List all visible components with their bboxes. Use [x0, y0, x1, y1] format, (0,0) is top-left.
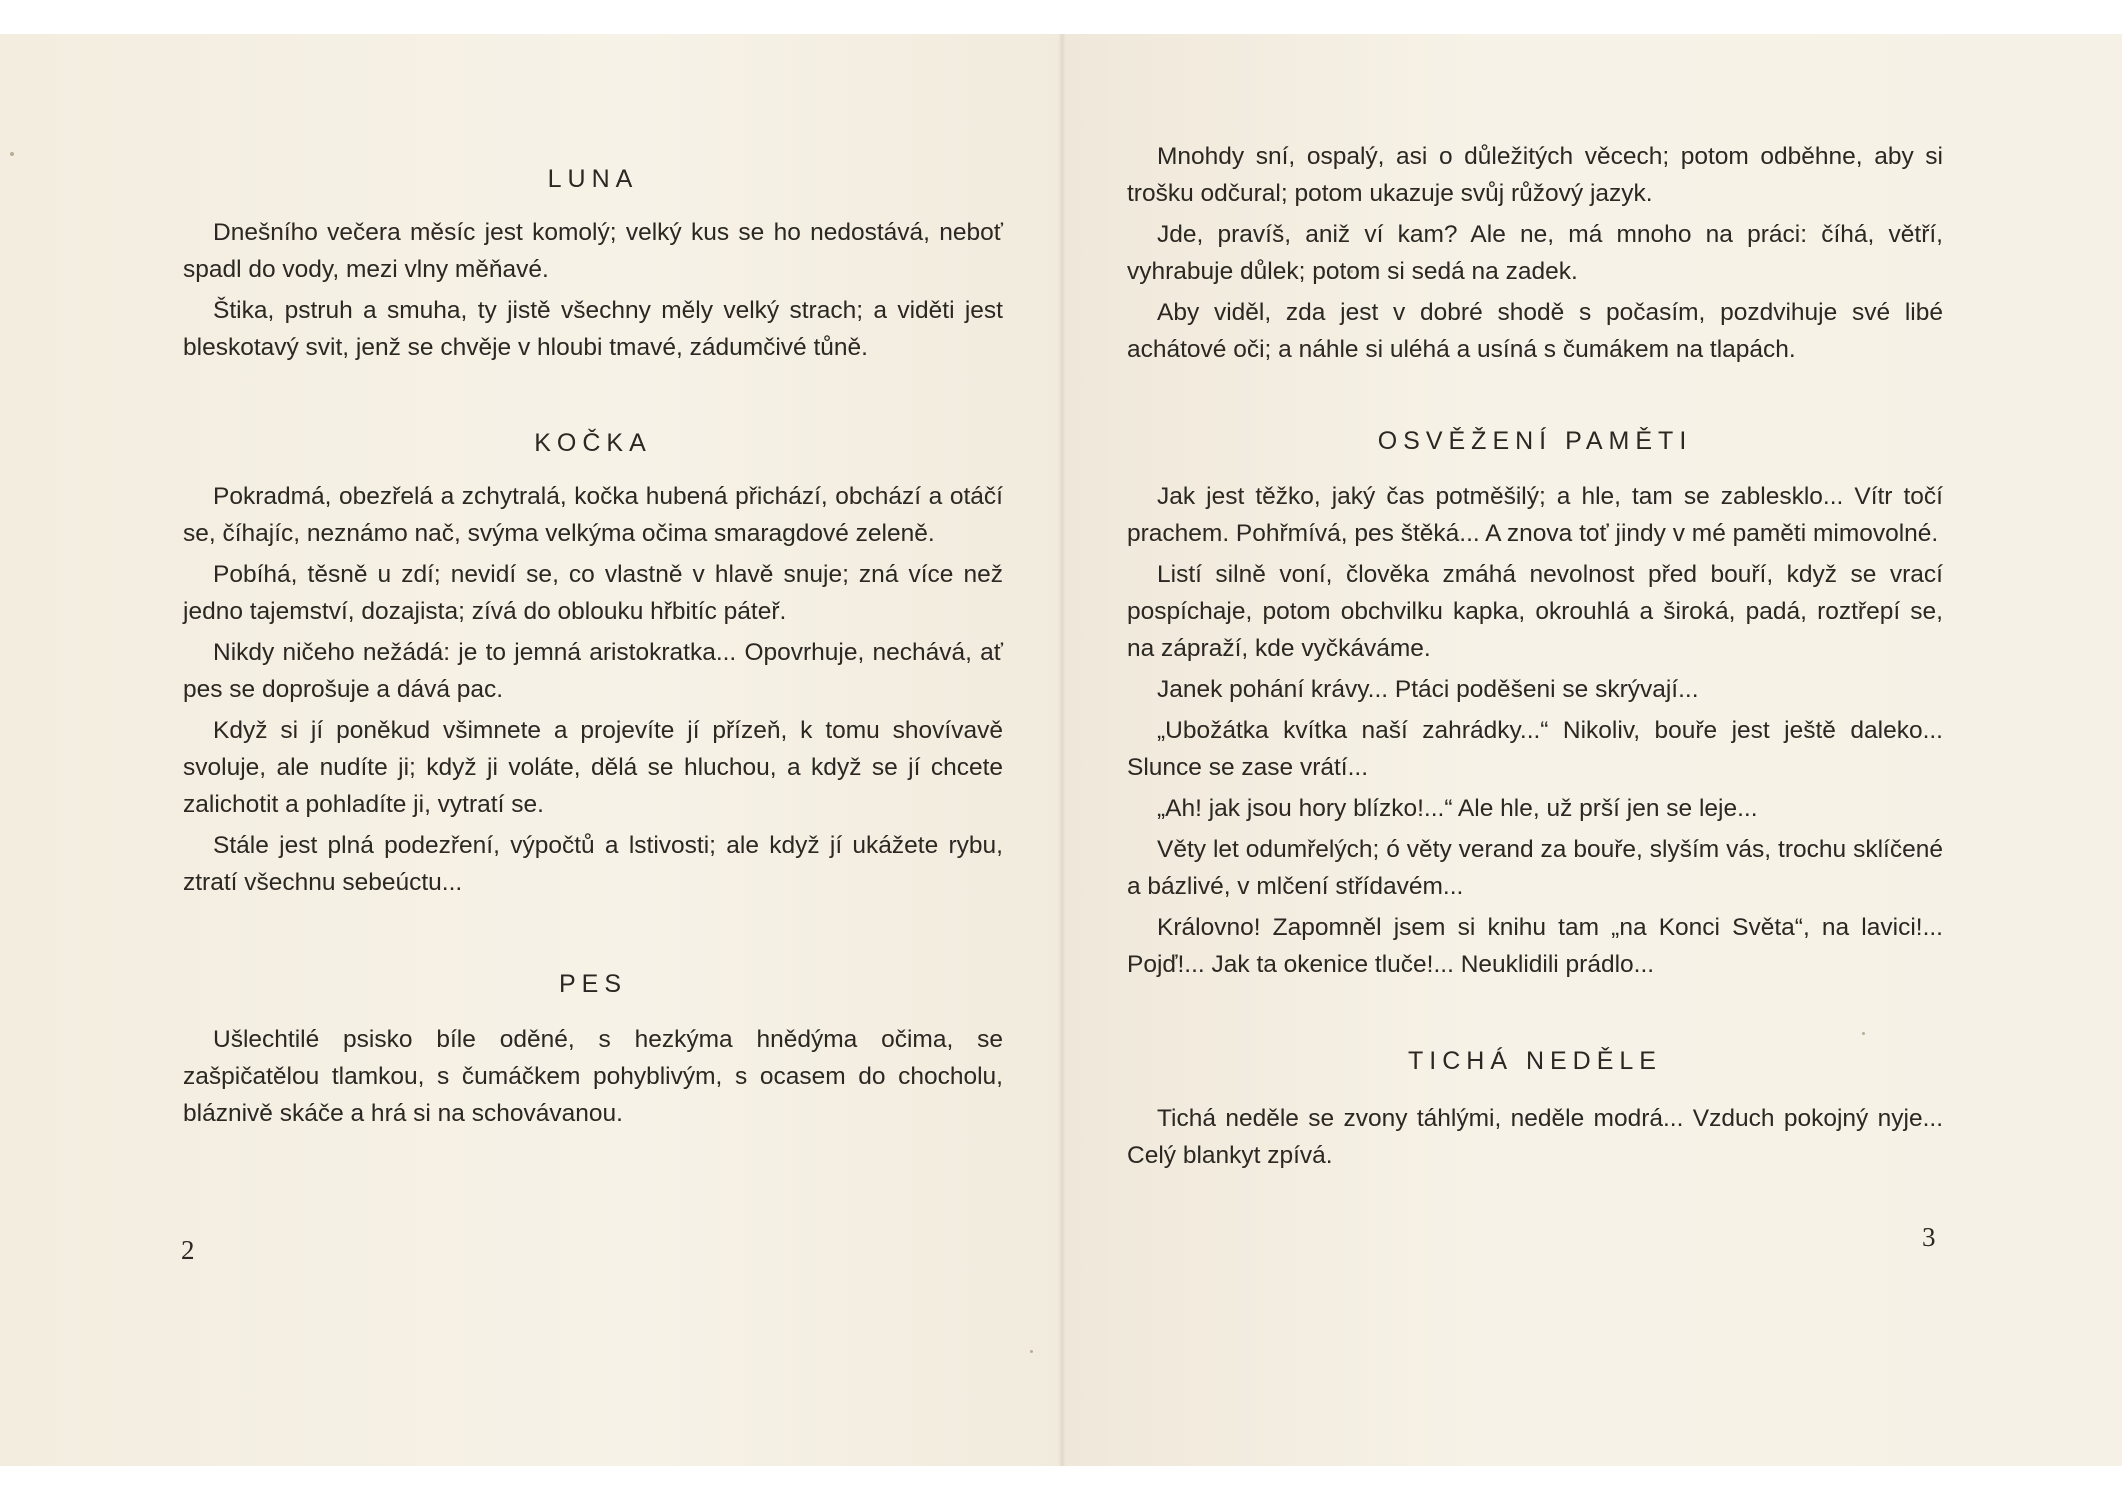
section-title-luna: LUNA: [547, 165, 639, 193]
section-title-kocka: KOČKA: [534, 429, 652, 457]
paragraph: Jak jest těžko, jaký čas potměšilý; a hle, tam se zablesklo... Vítr točí prachem. Pohřmívá, pes štěká... A znova toť jindy v mé paměti mimovolné.: [1127, 483, 1943, 547]
left-column: [183, 148, 1003, 1136]
paragraph: Nikdy ničeho nežádá: je to jemná aristokratka... Opovrhuje, nechává, ať pes se doprošuje a dává pac.: [183, 639, 1003, 703]
page-number-left: 2: [181, 1235, 195, 1265]
section-title-pes: PES: [558, 970, 628, 998]
paragraph: Jde, pravíš, aniž ví kam? Ale ne, má mnoho na práci: číhá, větří, vyhrabuje důlek; potom si sedá na zadek.: [1127, 221, 1943, 285]
paragraph: Pokradmá, obezřelá a zchytralá, kočka hubená přichází, obchází a otáčí se, číhajíc, neznámo nač, svýma velkýma očima smaragdové zeleně.: [183, 483, 1003, 547]
paragraph: Pobíhá, těsně u zdí; nevidí se, co vlastně v hlavě snuje; zná více než jedno tajemství, dozajista; zívá do oblouku hřbitíc páteř.: [183, 561, 1003, 625]
right-column: [1127, 138, 1943, 1178]
paragraph: „Ubožátka kvítka naší zahrádky...“ Nikoliv, bouře jest ještě daleko... Slunce se zase vrátí...: [1127, 717, 1943, 781]
paragraph: Tichá neděle se zvony táhlými, neděle modrá... Vzduch pokojný nyje... Celý blankyt zpívá.: [1127, 1105, 1943, 1169]
paragraph: Královno! Zapomněl jsem si knihu tam „na Konci Světa“, na lavici!... Pojď!... Jak ta okenice tluče!... Neuklidili prádlo...: [1127, 914, 1943, 978]
section-title-ticha-nedele: TICHÁ NEDĚLE: [1408, 1047, 1662, 1075]
paragraph: Ušlechtilé psisko bíle oděné, s hezkýma hnědýma očima, se zašpičatělou tlamkou, s čumáčkem pohyblivým, s ocasem do chocholu, bláznivě skáče a hrá si na schovávanou.: [183, 1026, 1003, 1127]
book-gutter: [1058, 34, 1066, 1466]
paragraph: Janek pohání krávy... Ptáci poděšeni se skrývají...: [1157, 676, 1699, 703]
paragraph: Dnešního večera měsíc jest komolý; velký kus se ho nedostává, neboť spadl do vody, mezi vlny měňavé.: [183, 219, 1003, 283]
section-title-osvezeni-pameti: OSVĚŽENÍ PAMĚTI: [1377, 427, 1693, 455]
page-number-right: 3: [1922, 1222, 1936, 1252]
paper-speck: [1030, 1350, 1033, 1353]
paragraph: Mnohdy sní, ospalý, asi o důležitých věcech; potom odběhne, aby si trošku odčural; potom ukazuje svůj růžový jazyk.: [1127, 143, 1943, 207]
paragraph: „Ah! jak jsou hory blízko!...“ Ale hle, už prší jen se leje...: [1157, 795, 1758, 822]
paragraph: Když si jí poněkud všimnete a projevíte jí přízeň, k tomu shovívavě svoluje, ale nudíte ji; když ji voláte, dělá se hluchou, a když se jí chcete zalichotit a pohladíte ji, vytratí se.: [183, 717, 1003, 818]
paper-speck: [10, 152, 14, 156]
paragraph: Listí silně voní, člověka zmáhá nevolnost před bouří, když se vrací pospíchaje, potom obchvilku kapka, okrouhlá a široká, padá, roztřepí se, na zápraží, kde vyčkáváme.: [1127, 561, 1943, 662]
paragraph: Aby viděl, zda jest v dobré shodě s počasím, pozdvihuje své libé achátové oči; a náhle si uléhá a usíná s čumákem na tlapách.: [1127, 299, 1943, 363]
paragraph: Štika, pstruh a smuha, ty jistě všechny měly velký strach; a viděti jest bleskotavý svit, jenž se chvěje v hloubi tmavé, zádumčivé tůně.: [183, 297, 1003, 361]
paragraph: Věty let odumřelých; ó věty verand za bouře, slyším vás, trochu sklíčené a bázlivé, v mlčení střídavém...: [1127, 836, 1943, 900]
paragraph: Stále jest plná podezření, výpočtů a lstivosti; ale když jí ukážete rybu, ztratí všechnu sebeúctu...: [183, 832, 1003, 896]
